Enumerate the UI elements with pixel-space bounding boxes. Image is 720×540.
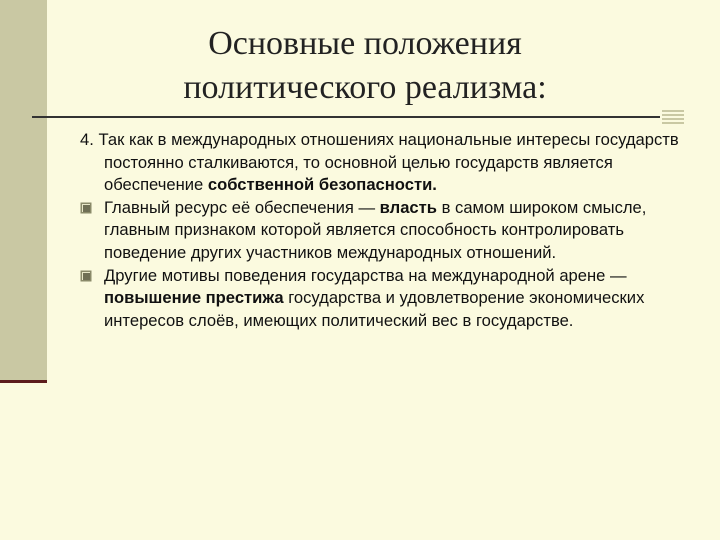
paragraph-4-bold: собственной безопасности.	[207, 175, 437, 195]
bullet-1-after: в самом широком смысле, главным признаком которой является способность контролировать поведение других участников международных отношений.	[104, 197, 647, 262]
divider-stripes	[662, 110, 684, 124]
bullet-2-before: Другие мотивы поведения государства на международной арене —	[104, 265, 627, 285]
bullet-2-bold: повышение престижа	[104, 288, 284, 308]
bullet-2-after: государства и удовлетворение экономических интересов слоёв, имеющих политический вес в государстве.	[104, 288, 645, 330]
left-decor-bar	[0, 0, 47, 380]
list-item	[80, 265, 690, 333]
title-divider	[32, 116, 660, 118]
title-line-2: политического реализма:	[183, 69, 547, 106]
title-line-1: Основные положения	[208, 25, 522, 62]
bullet-1-before: Главный ресурс её обеспечения —	[104, 197, 380, 217]
slide-title	[150, 22, 580, 110]
left-decor-line	[0, 380, 47, 383]
paragraph-4-text: 4. Так как в международных отношениях национальные интересы государств постоянно сталкиваются, то основной целью государств является обеспечение	[80, 130, 679, 195]
slide-body	[80, 129, 690, 332]
checkbox-bullet-icon	[80, 270, 92, 282]
paragraph-4	[80, 129, 690, 197]
checkbox-bullet-icon	[80, 202, 92, 214]
list-item	[80, 197, 690, 265]
bullet-1-bold: власть	[379, 197, 437, 217]
